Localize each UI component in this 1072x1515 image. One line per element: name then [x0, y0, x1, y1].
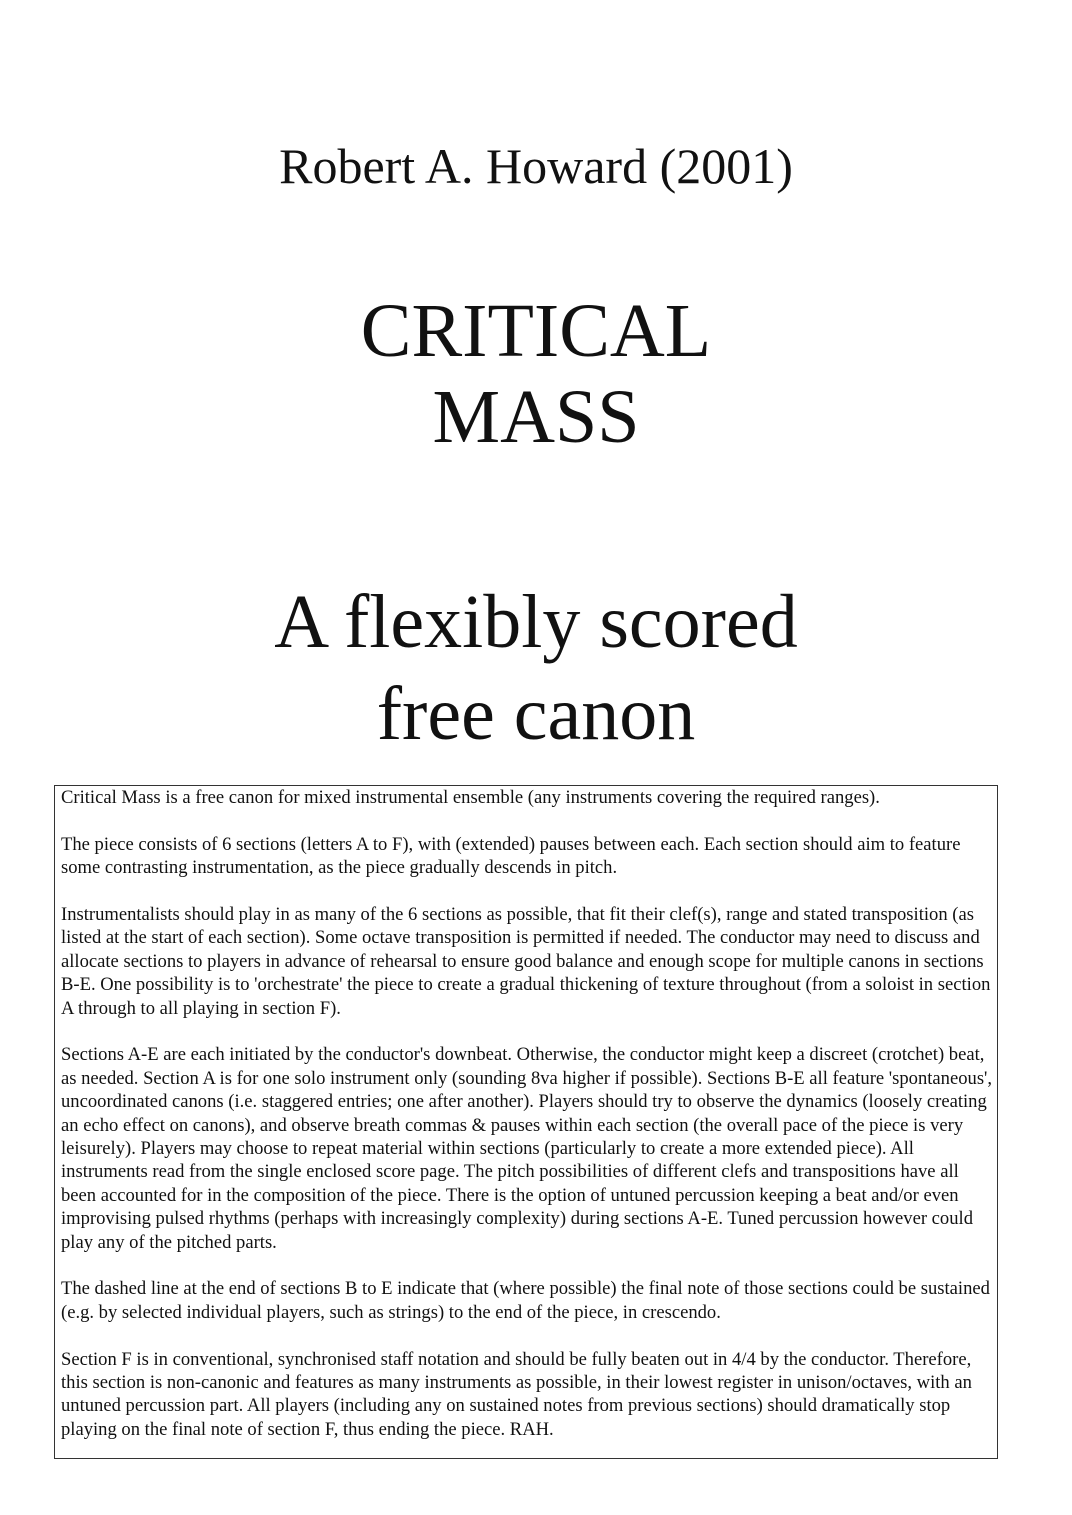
notes-paragraph-conducting: Sections A-E are each initiated by the conductor's downbeat. Otherwise, the conductor might keep a discreet (crotchet) beat, as needed. Section A is for one solo instrument only (sounding 8va higher if possible). Sections B-E all feature 'spontaneous', uncoordinated canons (i.e. staggered entries; one after another). Players should try to observe the dynamics (loosely creating an echo effect on canons), and observe breath commas & pauses within each section (the overall pace of the piece is very leisurely). Players may choose to repeat material within sections (particularly to create a more extended piece). All instruments read from the single enclosed score page. The pitch possibilities of different clefs and transpositions have all been accounted for in the composition of the piece. There is the option of untuned percussion keeping a beat and/or even improvising pulsed rhythms (perhaps with increasingly complexity) during sections A-E. Tuned percussion however could play any of the pitched parts.: [61, 1044, 993, 1253]
notes-paragraph-intro: Critical Mass is a free canon for mixed instrumental ensemble (any instruments covering the required ranges).: [61, 787, 880, 808]
title-line-1: CRITICAL: [360, 289, 712, 373]
notes-paragraph-sections: The piece consists of 6 sections (letters A to F), with (extended) pauses between each. Each section should aim to feature some contrasting instrumentation, as the piece gradually descends in pitch.: [61, 833, 961, 879]
notes-paragraph-section-f: Section F is in conventional, synchronised staff notation and should be fully beaten out in 4/4 by the conductor. Therefore, this section is non-canonic and features as many instruments as possible, in their lowest register in unison/octaves, with an untuned percussion part. All players (including any on sustained notes from previous sections) should dramatically stop playing on the final note of section F, thus ending the piece. RAH.: [61, 1348, 972, 1440]
notes-paragraph-instrumentalists: Instrumentalists should play in as many of the 6 sections as possible, that fit their clef(s), range and stated transposition (as listed at the start of each section). Some octave transposition is permitted if needed. The conductor may need to discuss and allocate sections to players in advance of rehearsal to ensure good balance and enough scope for multiple canons in sections B-E. One possibility is to 'orchestrate' the piece to create a gradual thickening of texture throughout (from a soloist in section A through to all playing in section F).: [61, 904, 991, 1019]
subtitle-line-2: free canon: [376, 672, 696, 756]
page-subtitle: [0, 576, 1072, 760]
composer-credit: Robert A. Howard (2001): [279, 138, 793, 194]
performance-notes-box: [54, 785, 998, 1459]
title-line-2: MASS: [432, 375, 640, 459]
subtitle-line-1: A flexibly scored: [274, 580, 798, 664]
page-title: [0, 288, 1072, 460]
notes-paragraph-dashed-line: The dashed line at the end of sections B to E indicate that (where possible) the final note of those sections could be sustained (e.g. by selected individual players, such as strings) to the end of the piece, in crescendo.: [61, 1278, 990, 1323]
